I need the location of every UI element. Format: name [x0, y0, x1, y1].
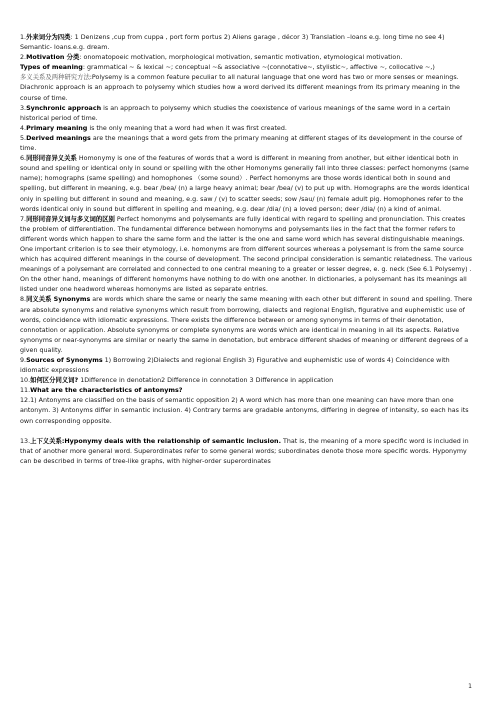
paragraph-number: 7.: [20, 215, 27, 223]
paragraph-number: 9.: [20, 357, 27, 364]
paragraph-heading: 同形同音异义词与多义词的区别: [26, 215, 115, 223]
paragraph-heading: Primary meaning: [26, 124, 88, 132]
paragraph: [20, 124, 477, 134]
paragraph: [20, 104, 477, 124]
paragraph-heading: What are the characteristics of antonyms?: [30, 387, 183, 395]
paragraph-text: 12.1) Antonyms are classified on the basis of semantic opposition 2) A word which has more than one meaning can have more than one antonym. 3) Antonyms differ in semantic inclusion. 4) Contrary terms are gradable antonyms, differing in degree of intensity, so each has its own corresponding opposite.: [20, 397, 469, 425]
paragraph-number: 1.: [20, 34, 27, 41]
paragraph-text: : grammatical ~ & lexical ~; conceptual ~& associative ~(connotative~, stylistic~, affective ~, collocative ~,): [82, 64, 435, 72]
paragraph-heading: 多义关系及两种研究方法: [20, 74, 90, 82]
paragraph: [20, 215, 477, 296]
paragraph: [20, 295, 477, 356]
paragraph-heading: Types of meaning: [20, 64, 83, 72]
paragraph-text: Homonymy is one of the features of words that a word is different in meaning from another, but either identical both in sound and spelling or identical only in sound or spelling with the other Homonyms generally fall into three classes: perfect homonyms (same name); homographs (same spelling) and homophones （some sound）. Perfect homonyms are those words identical both in sound and spelling, but different in meaning, e.g. bear /bea/ (n) a large heavy animal; bear /bea/ (v) to put up with. Homographs are the words identical only in spelling but different in sound and meaning, e.g. saw / (v) to scatter seeds; sow /sau/ (n) female adult pig. Homophones refer to the words identical only in sound but different in spelling and meaning, e.g. dear /dia/ (n) a loved person; deer /dia/ (n) a kind of animal.: [20, 155, 470, 213]
paragraph-text: are the meanings that a word gets from the primary meaning at different stages of its development in the course of time.: [20, 134, 463, 153]
paragraph-text: : 1 Denizens ,cup from cuppa , port form portus 2) Aliens garage , décor 3) Translation –loans e.g. long time no see 4) Semantic- loans.e.g. dream.: [20, 34, 445, 52]
paragraph-text: is an approach to polysemy which studies the coexistence of various meanings of the same word in a certain historical period of time.: [20, 104, 451, 122]
paragraph: [20, 134, 477, 154]
paragraph: [20, 376, 477, 386]
paragraph-number: 11.: [20, 387, 31, 395]
paragraph-heading: Sources of Synonyms: [26, 357, 103, 364]
paragraph-number: 5.: [20, 134, 27, 142]
document-body: [20, 33, 477, 467]
paragraph-text: is the only meaning that a word had when it was first created.: [87, 124, 287, 132]
paragraph-heading: 同形同音异义关系: [26, 155, 77, 163]
paragraph-heading: 外来词分为四类: [26, 34, 71, 41]
paragraph-text: : onomatopoeic motivation, morphological motivation, semantic motivation, etymological motivation.: [79, 54, 403, 62]
paragraph-number: 13.: [20, 437, 31, 445]
paragraph: [20, 33, 477, 53]
paragraph: [20, 356, 477, 376]
paragraph-text: 1) Borrowing 2)Dialects and regional English 3) Figurative and euphemistic use of words 4) Coincidence with idiomatic expressions: [20, 357, 450, 375]
paragraph-text: 1Difference in denotation2 Difference in connotation 3 Difference in application: [78, 377, 334, 385]
paragraph-text: are words which share the same or nearly the same meaning with each other but different in sound and spelling. There are absolute synonyms and relative synonyms which result from borrowing, dialects and regional English, figurative and euphemistic use of words, coincidence with idiomatic expressions. There exists the difference between or among synonyms in terms of their denotation, connotation or application. Absolute synonyms or complete synonyms are words which are identical in meaning in all its aspects. Relative synonyms or near-synonyms are similar or nearly the same in denotation, but embrace different shades of meaning or different degrees of a given quality.: [20, 296, 473, 354]
paragraph: [20, 437, 477, 467]
paragraph-number: 10.: [20, 377, 31, 385]
paragraph-number: 6.: [20, 155, 27, 163]
paragraph-heading: 同义关系 Synonyms: [26, 296, 91, 304]
paragraph-number: 8.: [20, 296, 27, 304]
paragraph-number: 3.: [20, 104, 27, 112]
paragraph-heading: Motivation 分类: [26, 54, 80, 62]
paragraph-number: 4.: [20, 124, 27, 132]
paragraph-heading: Synchronic approach: [26, 104, 102, 112]
paragraph-heading: 如何区分同义词?: [30, 377, 79, 385]
paragraph: [20, 73, 477, 103]
paragraph-heading: 上下义关系:Hyponymy deals with the relationship of semantic inclusion.: [30, 437, 281, 445]
page-number: 1: [468, 683, 472, 690]
paragraph-text: :Polysemy is a common feature peculiar to all natural language that one word has two or more senses or meanings. Diachronic approach is an approach to polysemy which studies how a word derived its different meanings from its primary meaning in the course of time.: [20, 74, 460, 102]
paragraph: [20, 396, 477, 426]
paragraph-heading: Derived meanings: [26, 134, 91, 142]
paragraph: [20, 53, 477, 63]
paragraph-text: Perfect homonyms and polysemants are fully identical with regard to spelling and pronunciation. This creates the problem of differentiation. The fundamental difference between homonyms and polysemants lies in the fact that the former refers to different words which happen to share the same form and the latter is the one and same word which has several distinguishable meanings. One important criterion is to see their etymology, i.e. homonyms are from different sources whereas a polysemant is from the same source which has acquired different meanings in the course of development. The second principal consideration is semantic relatedness. The various meanings of a polysemant are correlated and connected to one central meaning to a greater or lesser degree, e. g. neck (See 6.1 Polysemy) . On the other hand, meanings of different homonyms have nothing to do with one another. In dictionaries, a polysemant has its meanings all listed under one headword whereas homonyms are listed as separate entries.: [20, 215, 472, 294]
paragraph: [20, 154, 477, 215]
paragraph-text: That is, the meaning of a more specific word is included in that of another more general word. Superordinates refer to some general words; subordinates denote those more specific words. Hyponymy can be described in terms of tree-like graphs, with higher-order superordinates: [20, 437, 469, 465]
paragraph: [20, 63, 477, 73]
paragraph-number: 2.: [20, 54, 27, 62]
paragraph: [20, 386, 477, 396]
